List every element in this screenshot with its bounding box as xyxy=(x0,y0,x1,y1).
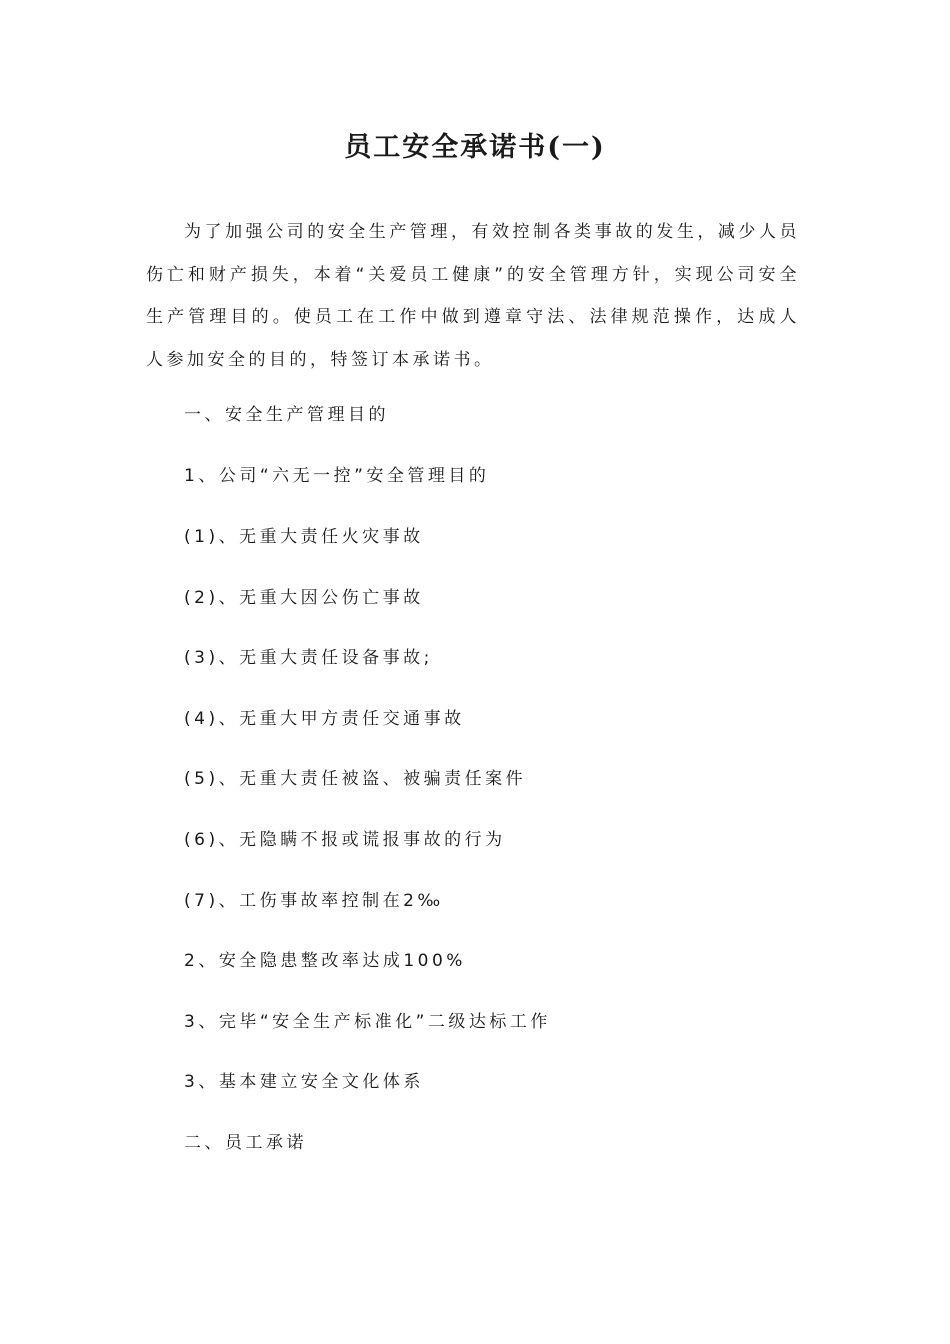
intro-paragraph: 为了加强公司的安全生产管理，有效控制各类事故的发生，减少人员伤亡和财产损失，本着“关爱员工健康”的安全管理方针，实现公司安全生产管理目的。使员工在工作中做到遵章守法、法律规范操作，达成人人参加安全的目的，特签订本承诺书。 xyxy=(146,222,800,370)
list-item-safety-culture: 3、基本建立安全文化体系 xyxy=(184,1072,424,1092)
section-heading-employee-commitment: 二、员工承诺 xyxy=(184,1133,307,1153)
list-item-six-no-one-control: 1、公司“六无一控”安全管理目的 xyxy=(184,466,490,486)
sub-item-injury-rate: (7)、工伤事故率控制在2‰ xyxy=(184,891,444,911)
sub-item-fire-accident: (1)、无重大责任火灾事故 xyxy=(184,527,424,547)
section-heading-safety-goals: 一、安全生产管理目的 xyxy=(184,405,389,425)
sub-item-work-injury: (2)、无重大因公伤亡事故 xyxy=(184,588,424,608)
list-item-hazard-rectification: 2、安全隐患整改率达成100% xyxy=(184,951,466,971)
document-title: 员工安全承诺书(一) xyxy=(344,132,606,163)
sub-item-traffic-accident: (4)、无重大甲方责任交通事故 xyxy=(184,709,465,729)
sub-item-equipment-accident: (3)、无重大责任设备事故; xyxy=(184,648,433,668)
list-item-standardization: 3、完毕“安全生产标准化”二级达标工作 xyxy=(184,1012,551,1032)
sub-item-concealment: (6)、无隐瞒不报或谎报事故的行为 xyxy=(184,830,506,850)
sub-item-theft-fraud: (5)、无重大责任被盗、被骗责任案件 xyxy=(184,769,527,789)
